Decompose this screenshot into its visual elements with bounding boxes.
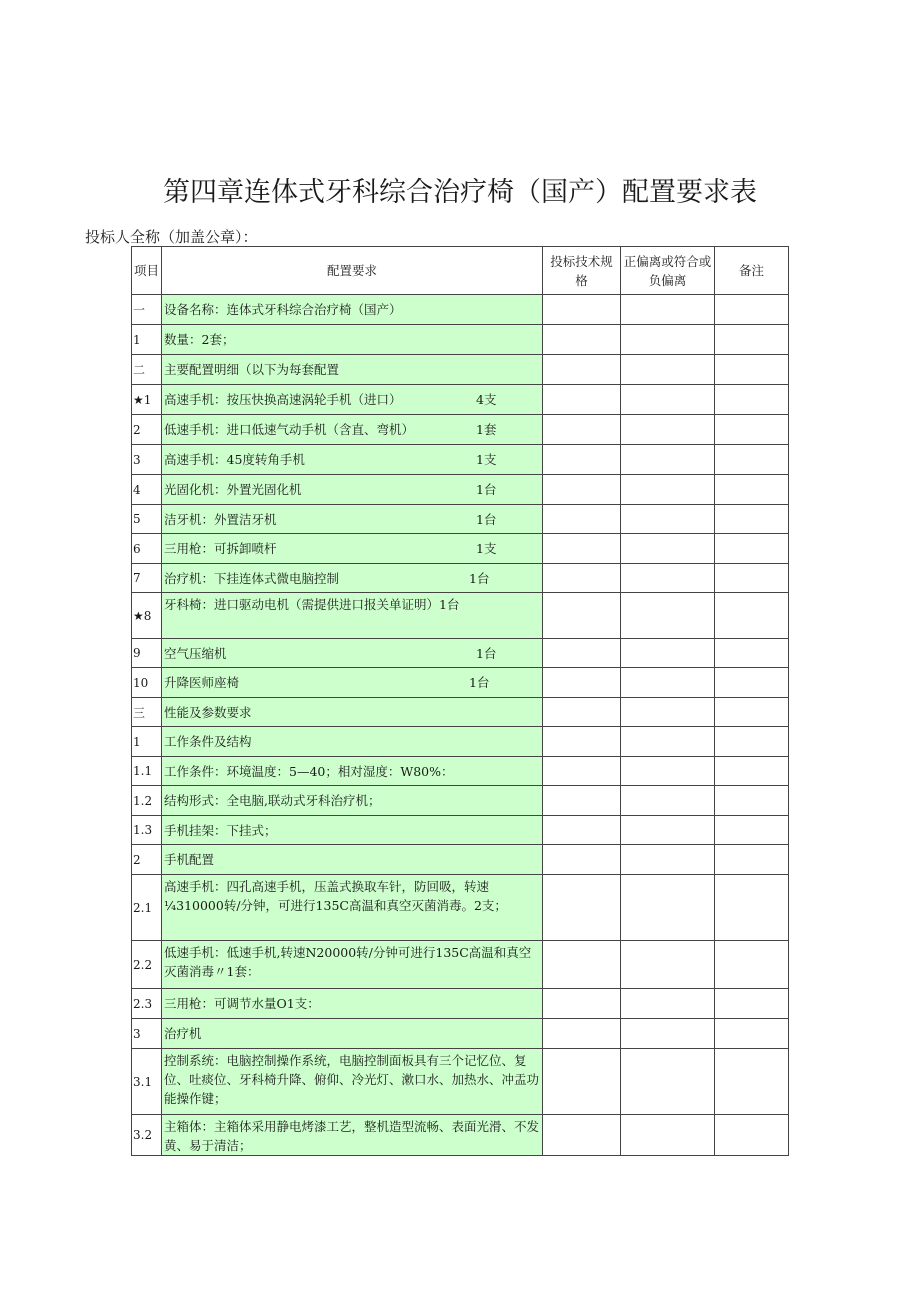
spec-cell <box>543 325 621 355</box>
requirement-text: 三用枪：可拆卸喷杆 <box>164 541 277 556</box>
table-row <box>132 385 789 415</box>
spec-cell <box>543 295 621 325</box>
item-number: ★1 <box>132 385 162 415</box>
spec-cell <box>543 786 621 816</box>
item-number: 9 <box>132 639 162 668</box>
header-item-no: 项目 <box>132 247 162 295</box>
remarks-cell <box>715 639 789 668</box>
requirement-cell <box>162 816 543 845</box>
quantity: 1套 <box>476 422 497 437</box>
table-row <box>132 325 789 355</box>
item-number: 5 <box>132 505 162 534</box>
spec-cell <box>543 1019 621 1049</box>
remarks-cell <box>715 325 789 355</box>
remarks-cell <box>715 845 789 875</box>
deviation-cell <box>621 445 715 475</box>
remarks-cell <box>715 385 789 415</box>
table-row <box>132 845 789 875</box>
table-row <box>132 757 789 786</box>
header-deviation: 正偏离或符合或负偏离 <box>621 247 715 295</box>
quantity: 1台 <box>476 645 497 661</box>
remarks-cell <box>715 941 789 989</box>
table-header-row <box>132 247 789 295</box>
item-number: 1.3 <box>132 816 162 845</box>
remarks-cell <box>715 875 789 941</box>
page-title: 第四章连体式牙科综合治疗椅（国产）配置要求表 <box>163 177 757 208</box>
requirement-text: 升降医师座椅 <box>164 675 240 690</box>
table-row <box>132 415 789 445</box>
spec-cell <box>543 475 621 505</box>
table-row <box>132 786 789 816</box>
table-row <box>132 727 789 757</box>
requirement-cell <box>162 786 543 816</box>
deviation-cell <box>621 475 715 505</box>
header-tech-spec: 投标技术规格 <box>543 247 621 295</box>
table-row <box>132 593 789 639</box>
deviation-cell <box>621 639 715 668</box>
table-row <box>132 1115 789 1156</box>
item-number: 3 <box>132 445 162 475</box>
table-row <box>132 639 789 668</box>
quantity: 1支 <box>476 541 497 556</box>
item-number: 2 <box>132 415 162 445</box>
item-number: 1.2 <box>132 786 162 816</box>
table-row <box>132 668 789 698</box>
item-number: 2.3 <box>132 989 162 1019</box>
requirement-cell <box>162 1115 543 1156</box>
deviation-cell <box>621 593 715 639</box>
deviation-cell <box>621 505 715 534</box>
requirement-cell <box>162 698 543 727</box>
requirement-cell <box>162 475 543 505</box>
table-row <box>132 941 789 989</box>
deviation-cell <box>621 727 715 757</box>
table-row <box>132 355 789 385</box>
deviation-cell <box>621 1019 715 1049</box>
deviation-cell <box>621 325 715 355</box>
quantity: 1台 <box>469 570 490 586</box>
requirement-cell <box>162 1049 543 1115</box>
deviation-cell <box>621 989 715 1019</box>
table-row <box>132 875 789 941</box>
requirement-cell <box>162 1019 543 1049</box>
requirement-text: 工作条件及结构 <box>164 734 252 749</box>
requirement-cell <box>162 534 543 564</box>
spec-cell <box>543 727 621 757</box>
item-number: 2.2 <box>132 941 162 989</box>
deviation-cell <box>621 941 715 989</box>
remarks-cell <box>715 786 789 816</box>
spec-cell <box>543 698 621 727</box>
quantity: 1台 <box>476 482 497 497</box>
requirement-text: 手机配置 <box>164 852 215 867</box>
requirement-cell <box>162 385 543 415</box>
config-table <box>131 246 789 1156</box>
spec-cell <box>543 445 621 475</box>
spec-cell <box>543 415 621 445</box>
requirement-text: 性能及参数要求 <box>164 704 252 720</box>
spec-cell <box>543 639 621 668</box>
remarks-cell <box>715 295 789 325</box>
requirement-text: 光固化机：外置光固化机 <box>164 482 302 497</box>
item-number: 10 <box>132 668 162 698</box>
spec-cell <box>543 593 621 639</box>
deviation-cell <box>621 816 715 845</box>
requirement-cell <box>162 757 543 786</box>
spec-cell <box>543 989 621 1019</box>
table-row <box>132 475 789 505</box>
requirement-cell <box>162 505 543 534</box>
deviation-cell <box>621 698 715 727</box>
requirement-cell <box>162 445 543 475</box>
requirement-cell <box>162 941 543 989</box>
bidder-label: 投标人全称（加盖公章）： <box>85 228 258 246</box>
table-row <box>132 295 789 325</box>
remarks-cell <box>715 355 789 385</box>
item-number: 6 <box>132 534 162 564</box>
spec-cell <box>543 668 621 698</box>
requirement-text: 高速手机：按压快换高速涡轮手机（进口） <box>164 392 402 407</box>
remarks-cell <box>715 564 789 593</box>
spec-cell <box>543 505 621 534</box>
deviation-cell <box>621 845 715 875</box>
item-number: 2.1 <box>132 875 162 941</box>
deviation-cell <box>621 668 715 698</box>
quantity: 1台 <box>469 675 490 690</box>
table-row <box>132 698 789 727</box>
spec-cell <box>543 385 621 415</box>
table-row <box>132 989 789 1019</box>
remarks-cell <box>715 593 789 639</box>
deviation-cell <box>621 1049 715 1115</box>
deviation-cell <box>621 1115 715 1156</box>
item-number: 三 <box>132 698 162 727</box>
remarks-cell <box>715 534 789 564</box>
remarks-cell <box>715 1049 789 1115</box>
deviation-cell <box>621 415 715 445</box>
item-number: 一 <box>132 295 162 325</box>
requirement-cell <box>162 355 543 385</box>
quantity: 4支 <box>476 392 497 407</box>
spec-cell <box>543 564 621 593</box>
item-number: 7 <box>132 564 162 593</box>
spec-cell <box>543 1049 621 1115</box>
quantity: 1支 <box>476 452 497 467</box>
remarks-cell <box>715 505 789 534</box>
remarks-cell <box>715 475 789 505</box>
requirement-text: 数量：2套； <box>164 332 235 347</box>
requirement-text: 控制系统：电脑控制操作系统，电脑控制面板具有三个记忆位、复位、吐痰位、牙科椅升降、俯仰、冷光灯、漱口水、加热水、冲盂功能操作键； <box>164 1053 540 1106</box>
requirement-cell <box>162 325 543 355</box>
requirement-text: 低速手机：低速手机,转速N20000转/分钟可进行135C高温和真空灭菌消毒〃1套： <box>164 945 532 979</box>
requirement-text: 设备名称：连体式牙科综合治疗椅（国产） <box>164 302 402 317</box>
table-row <box>132 816 789 845</box>
spec-cell <box>543 355 621 385</box>
requirement-text: 手机挂架：下挂式； <box>164 822 277 838</box>
deviation-cell <box>621 786 715 816</box>
requirement-cell <box>162 593 543 639</box>
table-row <box>132 1019 789 1049</box>
table-row <box>132 505 789 534</box>
spec-cell <box>543 1115 621 1156</box>
requirement-text: 空气压缩机 <box>164 645 227 661</box>
requirement-cell <box>162 639 543 668</box>
requirement-text: 洁牙机：外置洁牙机 <box>164 511 277 527</box>
spec-cell <box>543 816 621 845</box>
requirement-text: 高速手机：45度转角手机 <box>164 452 305 467</box>
requirement-text: 治疗机 <box>164 1026 202 1041</box>
remarks-cell <box>715 668 789 698</box>
header-remarks: 备注 <box>715 247 789 295</box>
remarks-cell <box>715 1019 789 1049</box>
remarks-cell <box>715 1115 789 1156</box>
requirement-cell <box>162 295 543 325</box>
requirement-text: 结构形式：全电脑,联动式牙科治疗机； <box>164 793 381 808</box>
requirement-text: 三用枪：可调节水量O1支： <box>164 996 320 1011</box>
deviation-cell <box>621 385 715 415</box>
header-requirements: 配置要求 <box>162 247 543 295</box>
deviation-cell <box>621 534 715 564</box>
deviation-cell <box>621 875 715 941</box>
item-number: 4 <box>132 475 162 505</box>
item-number: 1 <box>132 325 162 355</box>
requirement-cell <box>162 989 543 1019</box>
requirement-text: 牙科椅：进口驱动电机（需提供进口报关单证明）1台 <box>164 597 460 612</box>
spec-cell <box>543 757 621 786</box>
item-number: 3 <box>132 1019 162 1049</box>
table-row <box>132 1049 789 1115</box>
item-number: 二 <box>132 355 162 385</box>
remarks-cell <box>715 415 789 445</box>
requirement-text: 工作条件：环境温度：5—40；相对湿度：W80%： <box>164 763 454 779</box>
item-number: 3.1 <box>132 1049 162 1115</box>
item-number: 1.1 <box>132 757 162 786</box>
deviation-cell <box>621 757 715 786</box>
spec-cell <box>543 941 621 989</box>
deviation-cell <box>621 355 715 385</box>
quantity: 1台 <box>476 511 497 527</box>
spec-cell <box>543 534 621 564</box>
table-row <box>132 445 789 475</box>
item-number: 1 <box>132 727 162 757</box>
requirement-cell <box>162 415 543 445</box>
requirement-text: 治疗机：下挂连体式微电脑控制 <box>164 570 340 586</box>
item-number: 2 <box>132 845 162 875</box>
spec-cell <box>543 845 621 875</box>
remarks-cell <box>715 989 789 1019</box>
requirement-cell <box>162 668 543 698</box>
deviation-cell <box>621 564 715 593</box>
requirement-cell <box>162 727 543 757</box>
remarks-cell <box>715 816 789 845</box>
spec-cell <box>543 875 621 941</box>
requirement-cell <box>162 845 543 875</box>
remarks-cell <box>715 445 789 475</box>
requirement-text: 主箱体：主箱体采用静电烤漆工艺，整机造型流畅、表面光滑、不发黄、易于清洁； <box>164 1119 540 1153</box>
requirement-text: 高速手机：四孔高速手机，压盖式换取车针，防回吸，转速¼310000转/分钟，可进行135C高温和真空灭菌消毒。2支； <box>164 879 507 913</box>
remarks-cell <box>715 698 789 727</box>
requirement-cell <box>162 875 543 941</box>
item-number: 3.2 <box>132 1115 162 1156</box>
requirement-text: 主要配置明细（以下为每套配置 <box>164 362 340 377</box>
remarks-cell <box>715 727 789 757</box>
item-number: ★8 <box>132 593 162 639</box>
deviation-cell <box>621 295 715 325</box>
requirement-text: 低速手机：进口低速气动手机（含直、弯机） <box>164 422 415 437</box>
remarks-cell <box>715 757 789 786</box>
table-row <box>132 534 789 564</box>
table-row <box>132 564 789 593</box>
requirement-cell <box>162 564 543 593</box>
